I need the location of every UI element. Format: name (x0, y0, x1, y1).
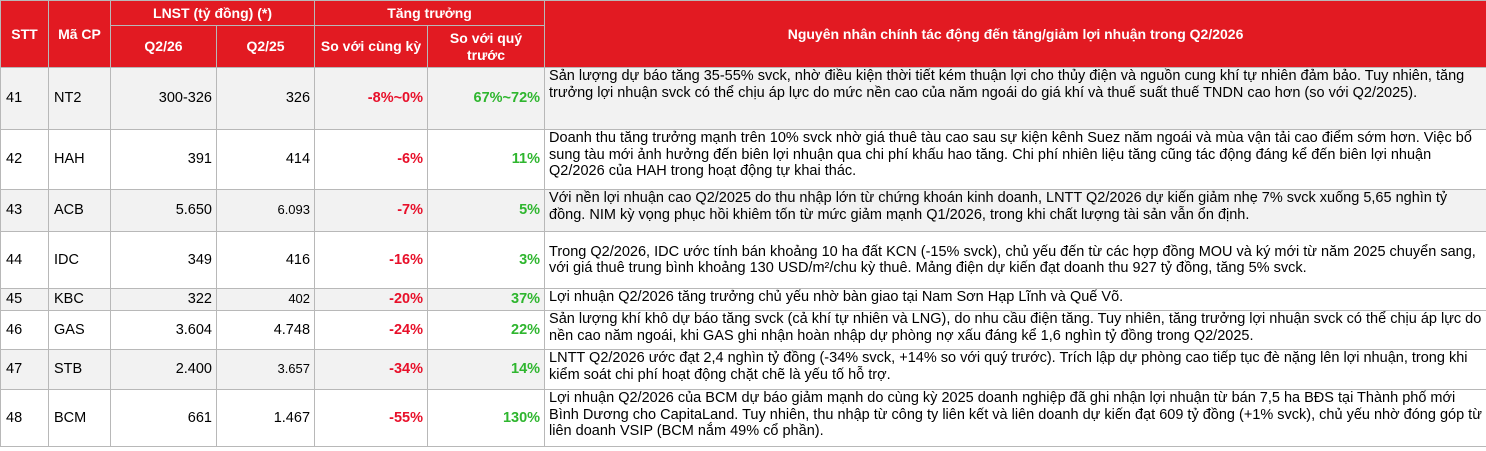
row-qoq: 5% (428, 190, 545, 232)
row-q2-26: 3.604 (111, 311, 217, 350)
row-reason: Lợi nhuận Q2/2026 của BCM dự báo giảm mạnh do cùng kỳ 2025 doanh nghiệp đã ghi nhận lợi nhuận từ bán 7,5 ha BĐS tại Thành phố mới Bình Dương cho CapitaLand. Tuy nhiên, thu nhập từ công ty liên kết và liên doanh dự kiến đạt 609 tỷ đồng (+1% svck), chủ yếu nhờ đóng góp từ liên doanh VSIP (BCM nắm 49% cổ phần). (545, 390, 1486, 447)
table-header (1, 1, 1486, 68)
row-stt: 41 (1, 68, 49, 130)
table-row (1, 289, 1486, 311)
row-qoq: 130% (428, 390, 545, 447)
row-ticker: HAH (49, 130, 111, 190)
row-yoy: -16% (315, 232, 428, 289)
row-qoq: 14% (428, 350, 545, 390)
row-stt: 42 (1, 130, 49, 190)
row-ticker: GAS (49, 311, 111, 350)
row-qoq: 67%~72% (428, 68, 545, 130)
row-q2-25: 414 (217, 130, 315, 190)
table-body (1, 68, 1486, 447)
header-reason: Nguyên nhân chính tác động đến tăng/giảm lợi nhuận trong Q2/2026 (545, 1, 1486, 68)
row-q2-26: 300-326 (111, 68, 217, 130)
table-row (1, 68, 1486, 130)
row-yoy: -34% (315, 350, 428, 390)
header-stt: STT (1, 1, 49, 68)
row-reason: Doanh thu tăng trưởng mạnh trên 10% svck nhờ giá thuê tàu cao sau sự kiện kênh Suez năm ngoái và mùa vận tải cao điểm sớm hơn. Việc bổ sung tàu mới ảnh hưởng đến biên lợi nhuận qua chi phí khấu hao tăng. Chi phí nhiên liệu tăng cũng tác động đáng kể đến biên lợi nhuận Q2/2026 của HAH trong hoạt động tự khai thác. (545, 130, 1486, 190)
row-qoq: 22% (428, 311, 545, 350)
row-q2-25: 1.467 (217, 390, 315, 447)
row-q2-26: 2.400 (111, 350, 217, 390)
row-q2-25: 402 (217, 289, 315, 311)
row-yoy: -6% (315, 130, 428, 190)
row-q2-25: 326 (217, 68, 315, 130)
row-q2-25: 3.657 (217, 350, 315, 390)
row-q2-25: 4.748 (217, 311, 315, 350)
header-lnst-group: LNST (tỷ đồng) (*) (111, 1, 315, 26)
row-yoy: -20% (315, 289, 428, 311)
row-q2-25: 6.093 (217, 190, 315, 232)
row-qoq: 37% (428, 289, 545, 311)
header-growth-group: Tăng trưởng (315, 1, 545, 26)
row-stt: 47 (1, 350, 49, 390)
table-row (1, 130, 1486, 190)
row-reason: Sản lượng khí khô dự báo tăng svck (cả khí tự nhiên và LNG), do nhu cầu điện tăng. Tuy nhiên, tăng trưởng lợi nhuận svck có thể chịu áp lực do nền cao năm ngoái, khi GAS ghi nhận hoàn nhập dự phòng nợ xấu đáng kể 1,6 nghìn tỷ đồng trong Q2/2025. (545, 311, 1486, 350)
table-row (1, 311, 1486, 350)
row-stt: 46 (1, 311, 49, 350)
row-stt: 48 (1, 390, 49, 447)
row-stt: 45 (1, 289, 49, 311)
row-reason: LNTT Q2/2026 ước đạt 2,4 nghìn tỷ đồng (-34% svck, +14% so với quý trước). Trích lập dự phòng cao tiếp tục đè nặng lên lợi nhuận, trong khi kiểm soát chi phí hoạt động chặt chẽ là yếu tố hỗ trợ. (545, 350, 1486, 390)
row-q2-26: 5.650 (111, 190, 217, 232)
header-qoq: So với quý trước (428, 26, 545, 68)
row-qoq: 3% (428, 232, 545, 289)
table-row (1, 190, 1486, 232)
header-q2-25: Q2/25 (217, 26, 315, 68)
row-reason: Trong Q2/2026, IDC ước tính bán khoảng 10 ha đất KCN (-15% svck), chủ yếu đến từ các hợp đồng MOU và ký mới từ năm 2025 chuyển sang, với giá thuê trung bình khoảng 130 USD/m²/chu kỳ thuê. Mảng điện dự kiến đạt doanh thu 927 tỷ đồng, tăng 5% svck. (545, 232, 1486, 289)
row-yoy: -55% (315, 390, 428, 447)
row-qoq: 11% (428, 130, 545, 190)
row-ticker: KBC (49, 289, 111, 311)
row-yoy: -8%~0% (315, 68, 428, 130)
row-q2-26: 322 (111, 289, 217, 311)
row-stt: 43 (1, 190, 49, 232)
row-ticker: IDC (49, 232, 111, 289)
row-reason: Sản lượng dự báo tăng 35-55% svck, nhờ điều kiện thời tiết kém thuận lợi cho thủy điện và nguồn cung khí tự nhiên đảm bảo. Tuy nhiên, tăng trưởng lợi nhuận svck có thể chịu áp lực do mức nền cao của năm ngoái do giá khí và thuế suất thuế TNDN cao hơn (so với Q2/2025). (545, 68, 1486, 130)
row-ticker: STB (49, 350, 111, 390)
row-reason: Lợi nhuận Q2/2026 tăng trưởng chủ yếu nhờ bàn giao tại Nam Sơn Hạp Lĩnh và Quế Võ. (545, 289, 1486, 311)
row-stt: 44 (1, 232, 49, 289)
row-q2-26: 391 (111, 130, 217, 190)
table-row (1, 350, 1486, 390)
header-ma-cp: Mã CP (49, 1, 111, 68)
table-row (1, 390, 1486, 447)
row-yoy: -7% (315, 190, 428, 232)
header-yoy: So với cùng kỳ (315, 26, 428, 68)
row-reason: Với nền lợi nhuận cao Q2/2025 do thu nhập lớn từ chứng khoán kinh doanh, LNTT Q2/2026 dự kiến giảm nhẹ 7% svck xuống 5,65 nghìn tỷ đồng. NIM kỳ vọng phục hồi khiêm tốn từ mức giảm mạnh Q1/2026, trong khi chất lượng tài sản vẫn ổn định. (545, 190, 1486, 232)
row-ticker: BCM (49, 390, 111, 447)
row-ticker: ACB (49, 190, 111, 232)
header-q2-26: Q2/26 (111, 26, 217, 68)
row-q2-26: 349 (111, 232, 217, 289)
row-q2-26: 661 (111, 390, 217, 447)
row-q2-25: 416 (217, 232, 315, 289)
row-ticker: NT2 (49, 68, 111, 130)
table-row (1, 232, 1486, 289)
row-yoy: -24% (315, 311, 428, 350)
